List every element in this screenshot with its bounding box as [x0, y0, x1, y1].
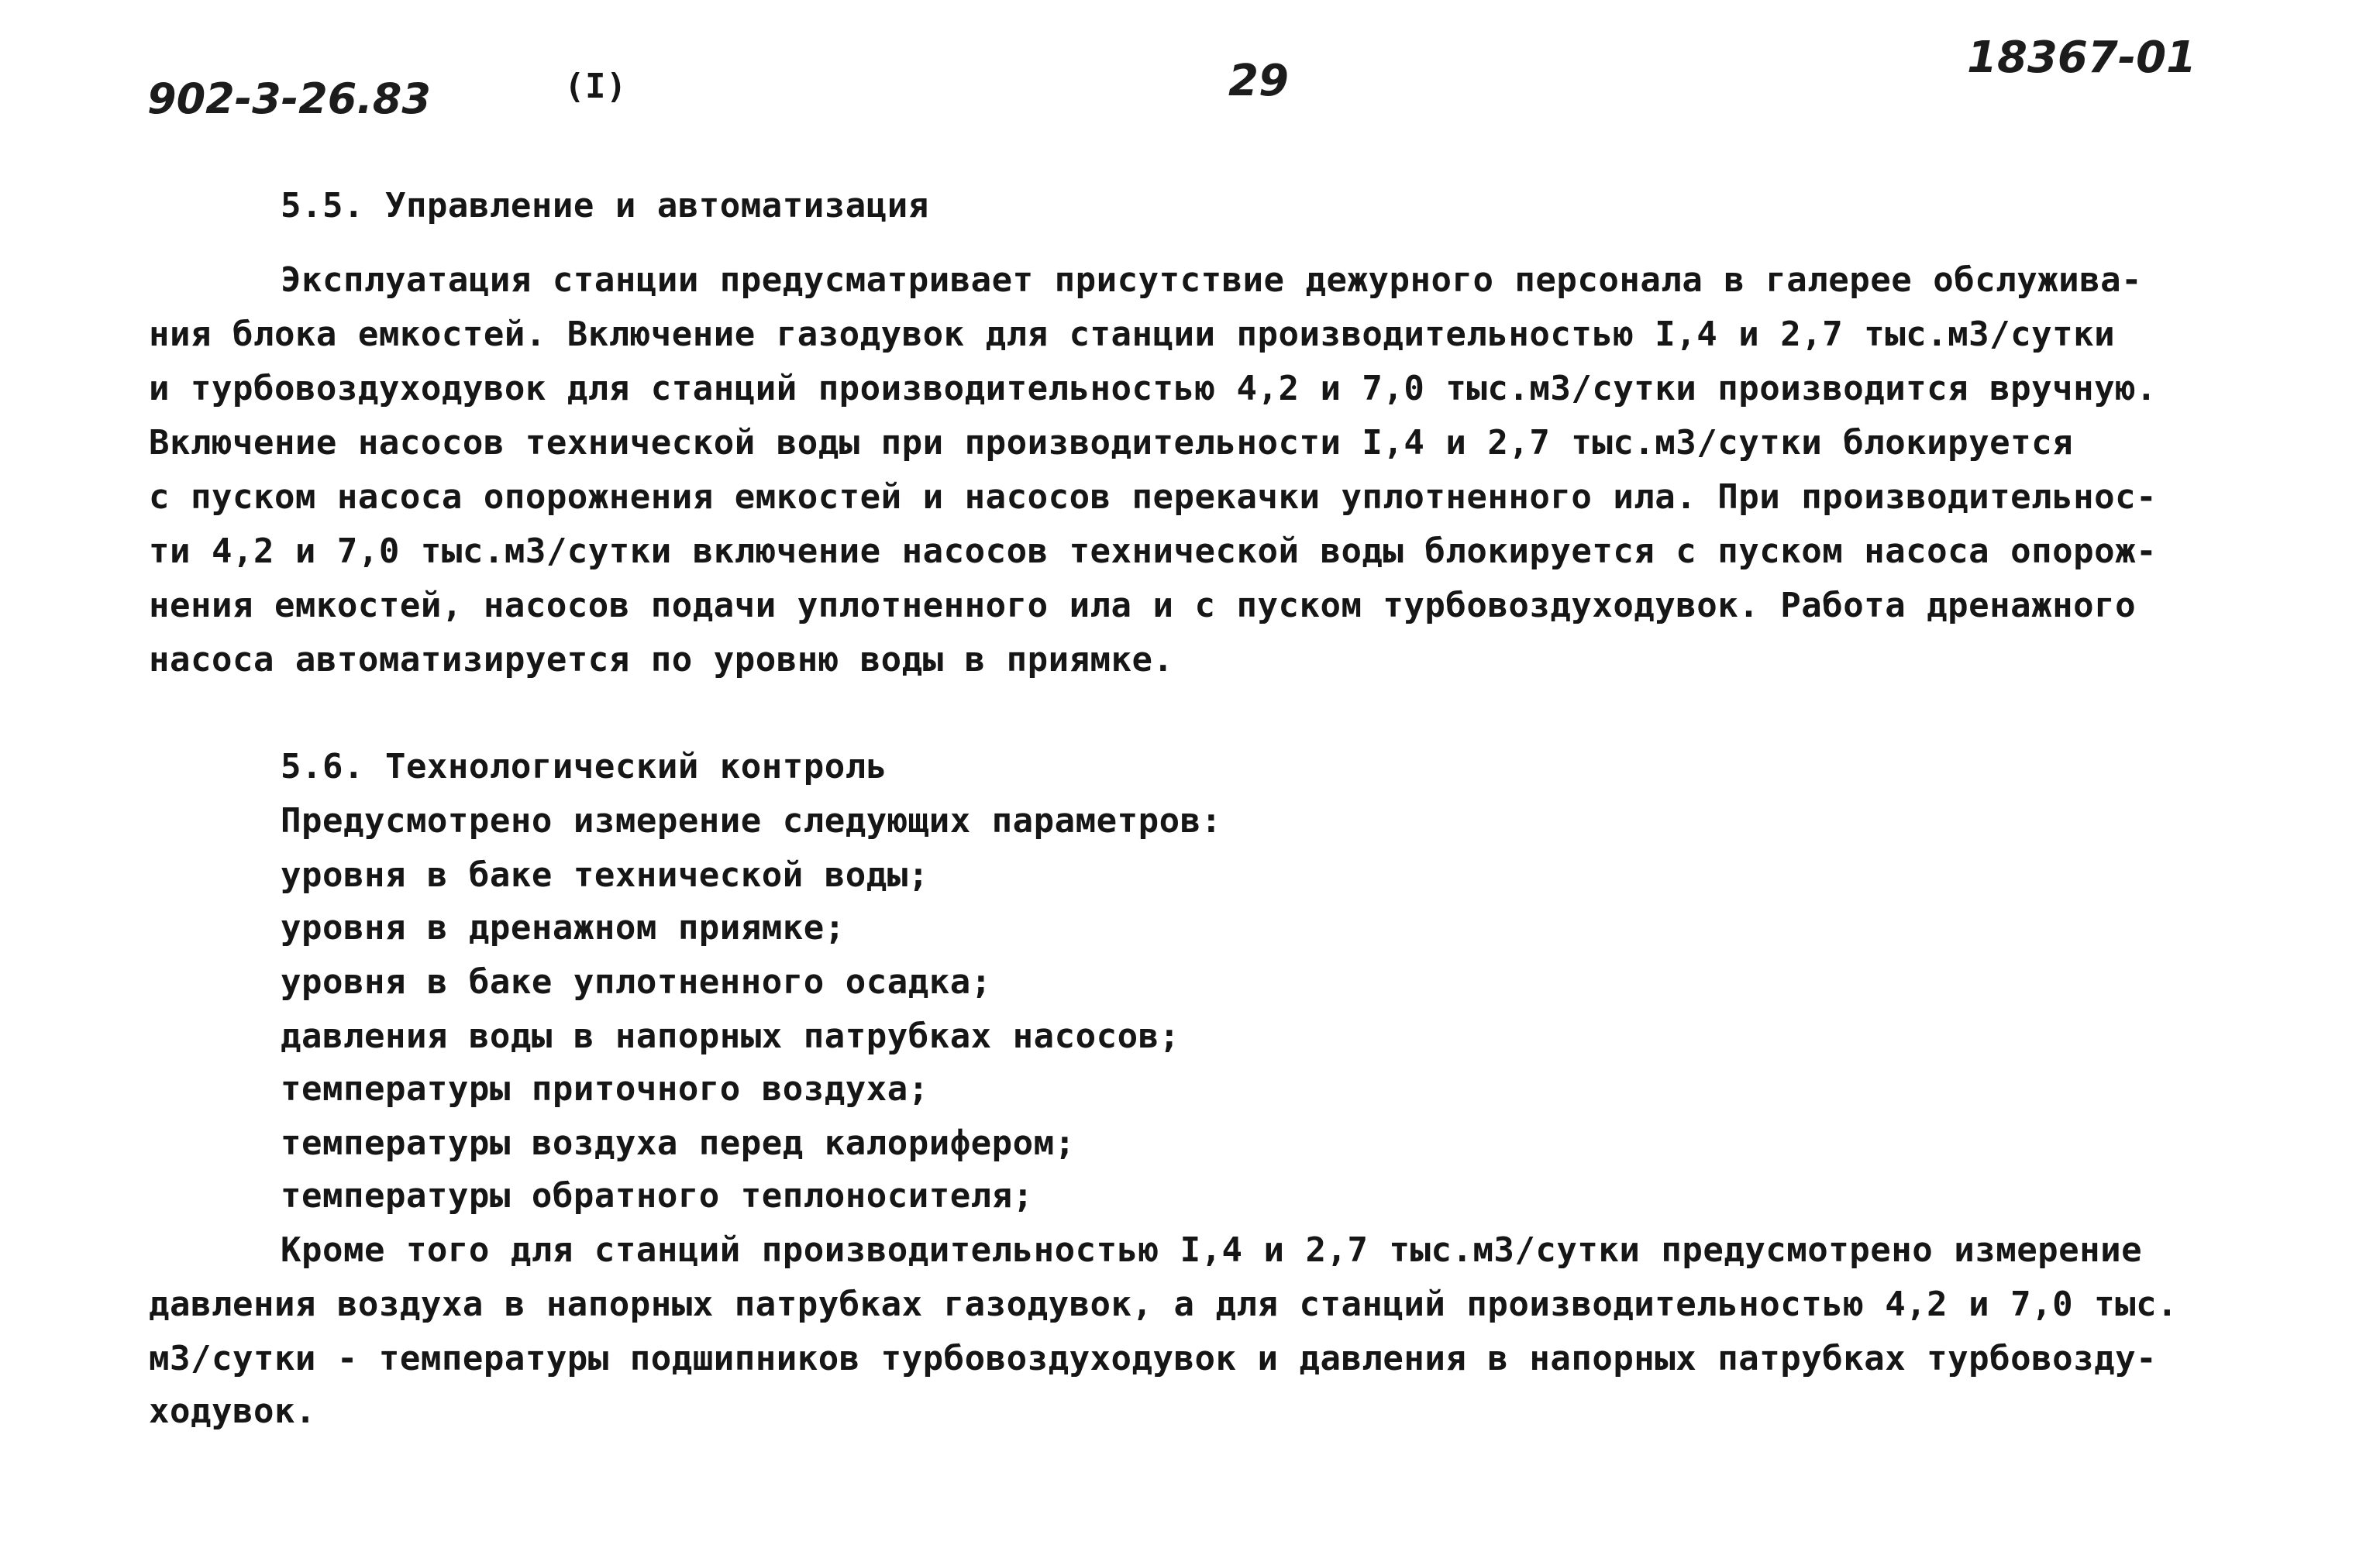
paragraph-line: Включение насосов технической воды при производительности I,4 и 2,7 тыс.м3/сутки блокируется	[149, 423, 2074, 463]
part-number: (I)	[564, 67, 627, 106]
list-item: уровня в баке уплотненного осадка;	[281, 962, 992, 1002]
paragraph-line: ния блока емкостей. Включение газодувок для станции производительностью I,4 и 2,7 тыс.м3/сутки	[149, 315, 2116, 354]
paragraph-line: Кроме того для станций производительностью I,4 и 2,7 тыс.м3/сутки предусмотрено измерение	[281, 1230, 2143, 1270]
list-item: температуры обратного теплоносителя;	[281, 1176, 1034, 1216]
list-item: температуры приточного воздуха;	[281, 1069, 929, 1109]
paragraph-line: с пуском насоса опорожнения емкостей и насосов перекачки уплотненного ила. При производительнос-	[149, 477, 2158, 517]
intro-line: Предусмотрено измерение следующих параметров:	[281, 801, 1222, 841]
paragraph-line: насоса автоматизируется по уровню воды в приямке.	[149, 640, 1174, 679]
list-item: температуры воздуха перед калорифером;	[281, 1123, 1076, 1163]
paragraph-line: ти 4,2 и 7,0 тыс.м3/сутки включение насосов технической воды блокируется с пуском насоса опорож-	[149, 532, 2158, 571]
paragraph-line: нения емкостей, насосов подачи уплотненного ила и с пуском турбовоздуходувок. Работа дренажного	[149, 586, 2137, 625]
list-item: давления воды в напорных патрубках насосов;	[281, 1017, 1180, 1056]
paragraph-line: ходувок.	[149, 1392, 316, 1431]
paragraph-line: и турбовоздуходувок для станций производительностью 4,2 и 7,0 тыс.м3/сутки производится вручную.	[149, 369, 2158, 408]
list-item: уровня в баке технической воды;	[281, 855, 929, 895]
paragraph-line: давления воздуха в напорных патрубках газодувок, а для станций производительностью 4,2 и 7,0 тыс.	[149, 1285, 2179, 1324]
section-title: 5.6. Технологический контроль	[281, 747, 887, 786]
paragraph-line: Эксплуатация станции предусматривает присутствие дежурного персонала в галерее обслужива-	[281, 260, 2143, 300]
list-item: уровня в дренажном приямке;	[281, 908, 846, 948]
section-title: 5.5. Управление и автоматизация	[281, 186, 929, 225]
page-number: 29	[1228, 56, 1289, 106]
document-code: 902-3-26.83	[147, 74, 431, 123]
document-number: 18367-01	[1967, 33, 2196, 83]
paragraph-line: м3/сутки - температуры подшипников турбовоздуходувок и давления в напорных патрубках турбовозду-	[149, 1339, 2158, 1378]
